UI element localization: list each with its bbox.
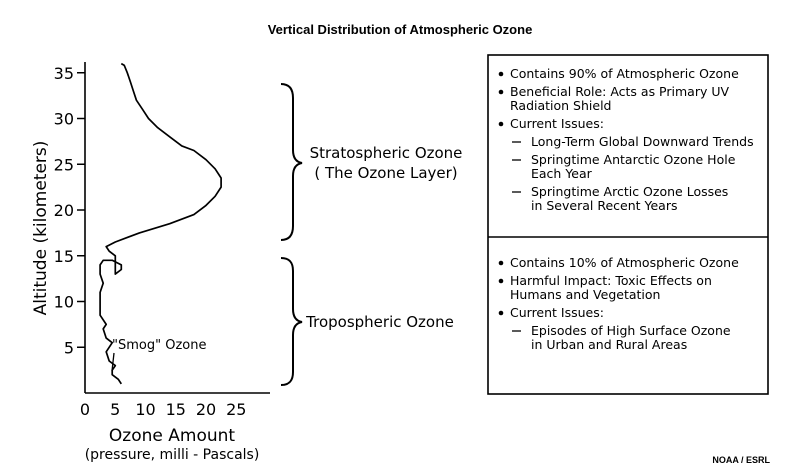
note-line: Springtime Antarctic Ozone Hole [531,152,736,167]
credit-label: NOAA / ESRL [712,455,770,465]
y-tick-label: 15 [53,246,74,266]
note-line: Long-Term Global Downward Trends [531,134,754,149]
note-line: in Urban and Rural Areas [531,337,688,352]
x-tick-label: 10 [135,400,156,419]
y-ticks [54,64,85,358]
bullet-dot [499,311,504,316]
note-line: Beneficial Role: Acts as Primary UV [510,84,730,99]
note-line: Springtime Arctic Ozone Losses [531,184,729,199]
bullet-dot [499,122,504,127]
tropospheric-notes [499,255,739,352]
note-line: Current Issues: [510,305,604,320]
smog-ozone-label: "Smog" Ozone [112,338,207,353]
x-tick-label: 0 [79,400,91,419]
note-line: Humans and Vegetation [510,287,661,302]
stratospheric-brace [281,84,302,240]
note-line: Current Issues: [510,116,604,131]
tropospheric-brace [281,258,302,385]
bullet-dot [499,279,504,284]
y-tick-label: 35 [53,63,74,83]
y-tick-label: 10 [53,292,74,312]
x-axis-units: (pressure, milli - Pascals) [84,447,260,463]
x-tick-label: 20 [195,400,217,419]
bullet-dot [499,90,504,95]
x-tick-label: 15 [165,400,186,419]
ozone-profile-line [100,64,221,384]
note-line: Each Year [531,166,592,181]
note-line: Radiation Shield [510,98,612,113]
chart-title: Vertical Distribution of Atmospheric Ozone [267,22,533,37]
note-line: in Several Recent Years [531,198,678,213]
note-line: Episodes of High Surface Ozone [531,323,731,338]
note-line: Harmful Impact: Toxic Effects on [510,273,712,288]
y-tick-label: 30 [53,109,74,129]
bullet-dot [499,261,504,266]
tropospheric-ozone-label: Tropospheric Ozone [306,313,454,331]
stratospheric-notes [499,66,754,213]
y-tick-label: 5 [63,338,74,358]
y-tick-label: 20 [53,201,74,220]
y-axis-label: Altitude (kilometers) [31,140,51,316]
note-line: Contains 90% of Atmospheric Ozone [510,66,739,81]
x-axis-label: Ozone Amount [108,426,236,446]
note-line: Contains 10% of Atmospheric Ozone [510,255,739,270]
y-tick-label: 25 [53,155,74,175]
x-tick-label: 5 [110,400,121,419]
x-tick-label: 25 [226,400,247,419]
x-ticks [80,400,247,419]
ozone-layer-label: ( The Ozone Layer) [314,164,458,182]
bullet-dot [499,72,504,77]
stratospheric-ozone-label: Stratospheric Ozone [309,144,463,162]
